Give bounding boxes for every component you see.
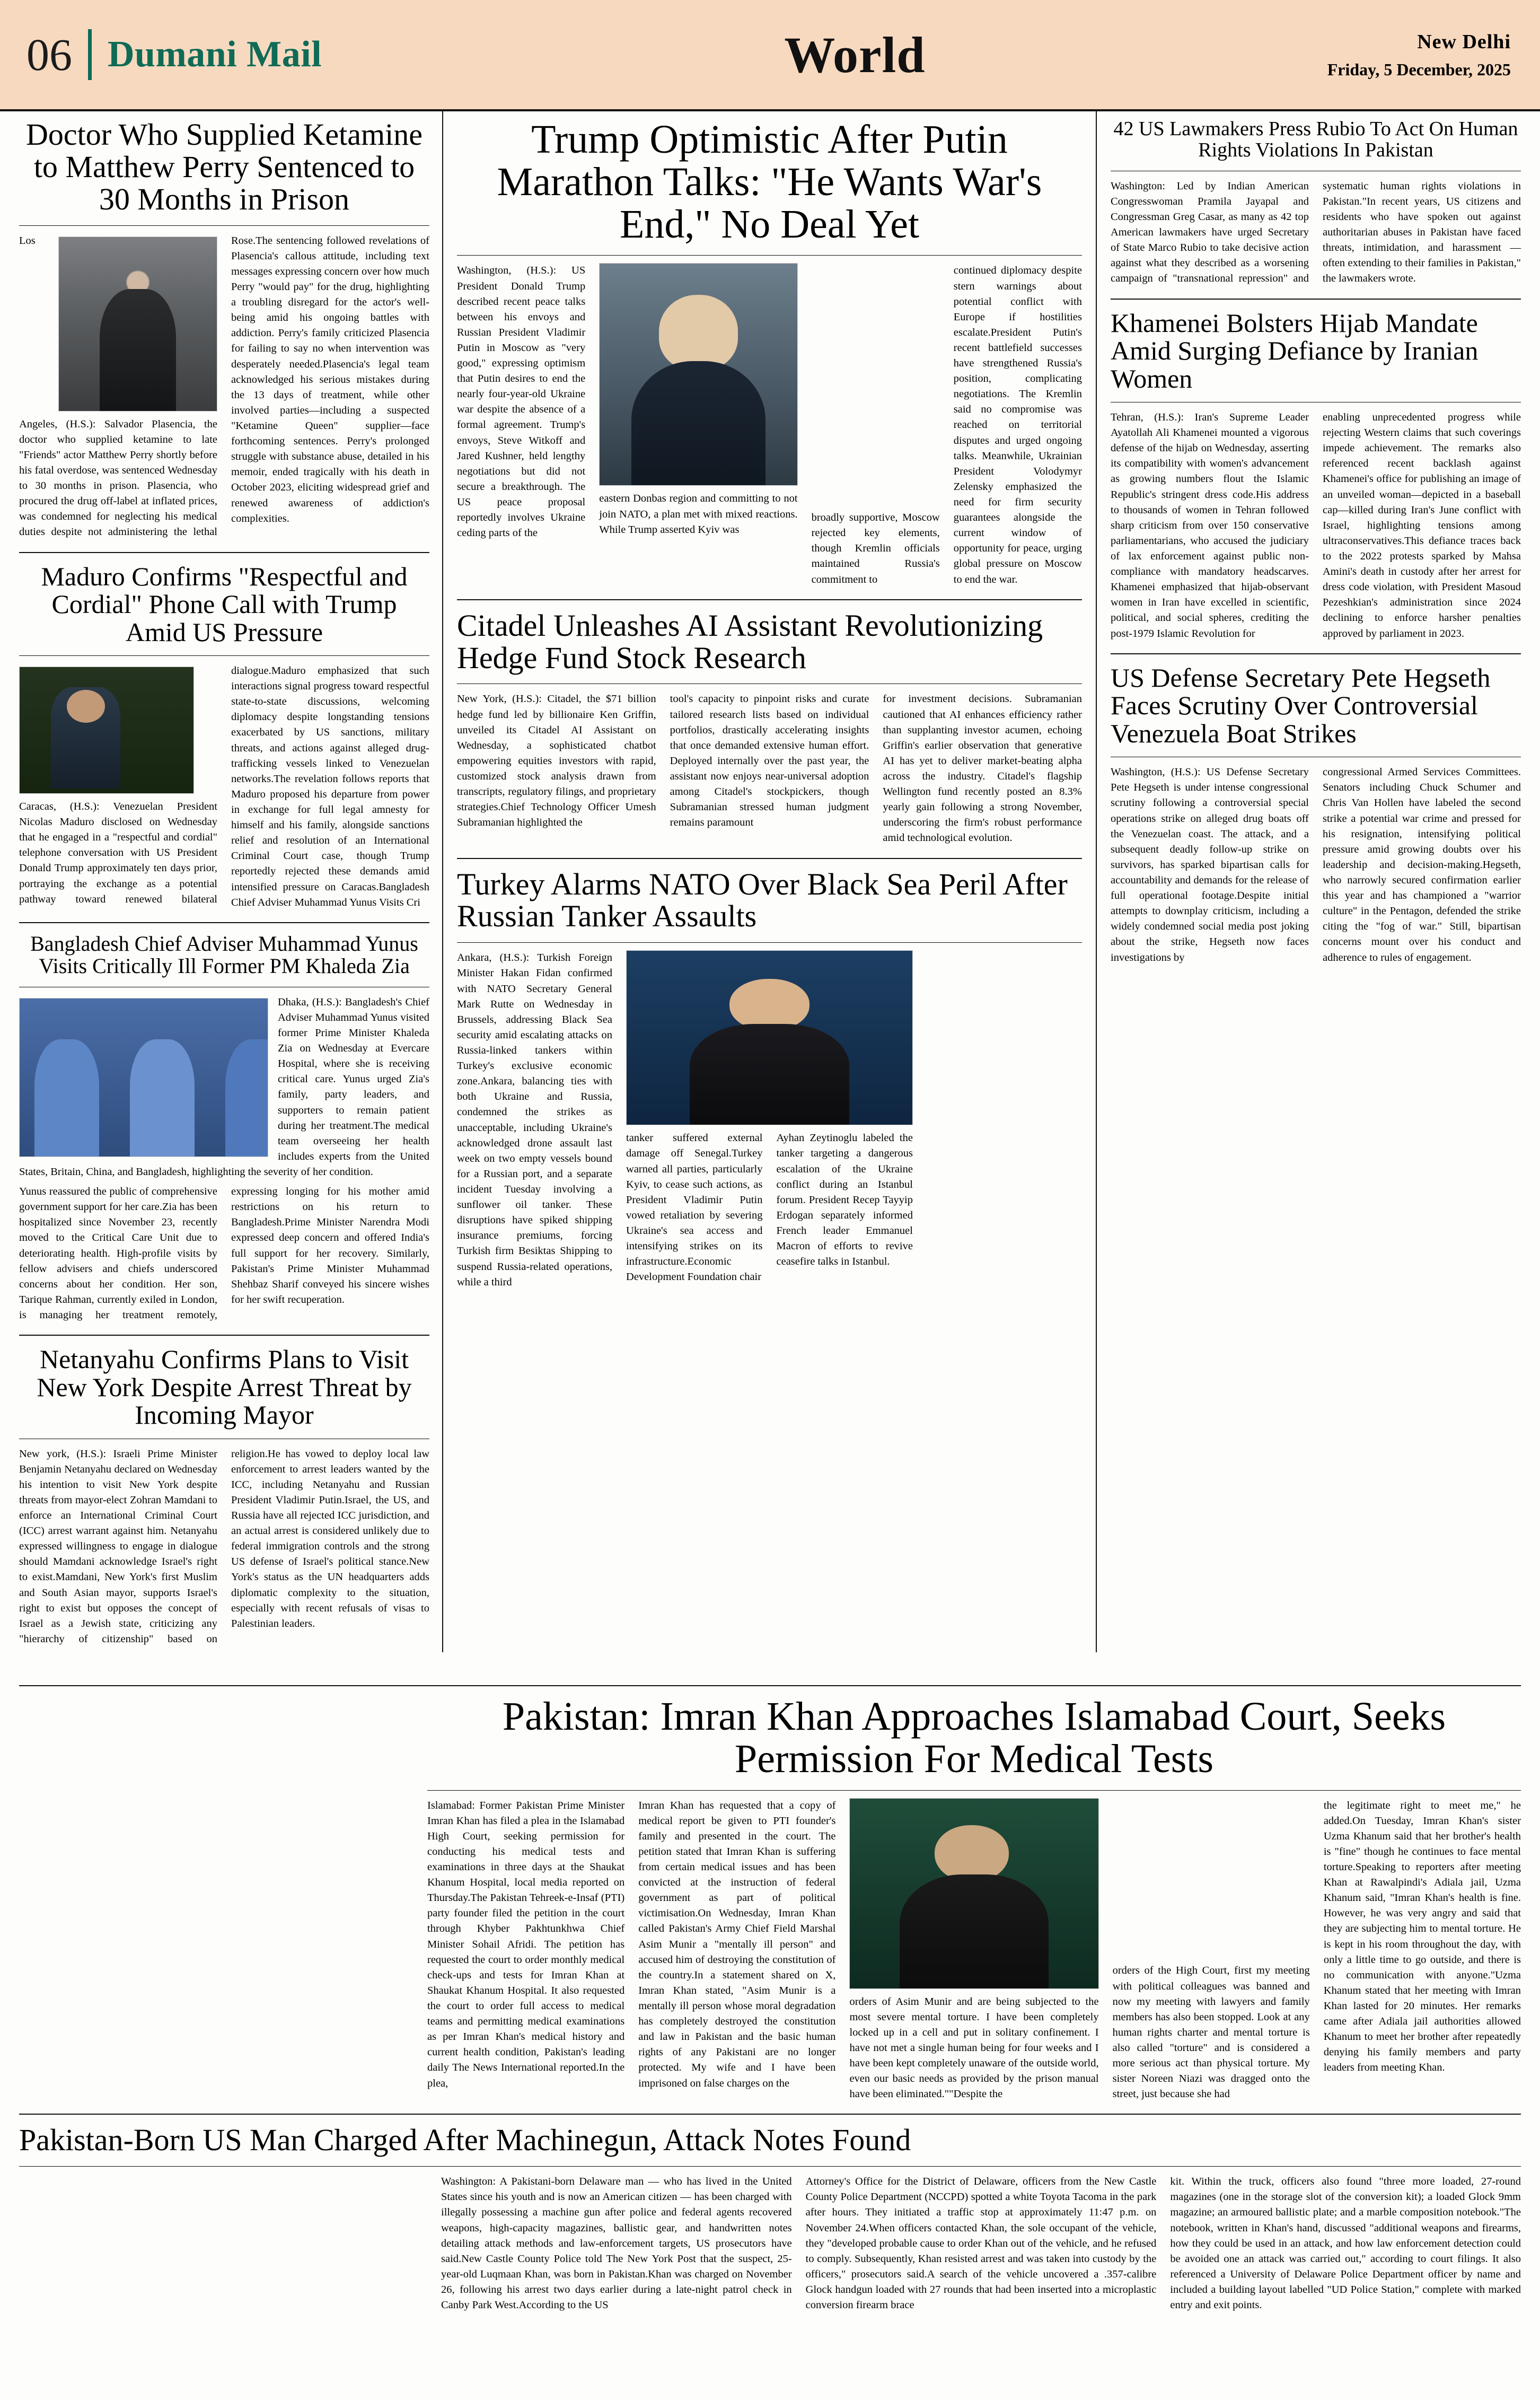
body-hegseth: Washington, (H.S.): US Defense Secretary Pete Hegseth is under intense congressional scrutiny following a controversial special operations strike on alleged drug boats off the Venezuelan coast. The attack, and a subsequent deadly follow-up strike on survivors, has sparked bipartisan calls for accountability and demands for the release of full operational footage.Despite initial attempts to downplay criticism, including a widely condemned social media post joking about the strike, Hegseth now faces investigations by congressional Armed Services Committees. Senators including Chuck Schumer and Chris Van Hollen have labeled the second strike a potential war crime and pressed for his resignation, intensifying political pressure amid growing doubts over his leadership and decision-making.Hegseth, who narrowly secured confirmation earlier this year and has championed a "warrior culture" in the Pentagon, defended the strike citing the "fog of war." Still, bipartisan concerns mount over his conduct and adherence to rules of engagement. [1111,766,1521,963]
body-machinegun: Washington: A Pakistani-born Delaware man — who has lived in the United States since his youth and is now an American citizen — has been charged with illegally possessing a machine gun after police and federal agents recovered weapons, high-capacity magazines, ballistic gear, and handwritten notes detailing attack methods and law-enforcement targets, US prosecutors have said.New Castle County Police told The New York Post that the suspect, 25-year-old Luqmaan Khan, was born in Pakistan.Khan was charged on November 26, following his arrest two days earlier during a late-night patrol check in Canby Park West.According to the US Attorney's Office for the District of Delaware, officers from the New Castle County Police Department (NCCPD) spotted a white Toyota Tacoma in the park after hours. They initiated a traffic stop at approximately 11:47 p.m. on November 24.When officers contacted Khan, the sole occupant of the vehicle, they "developed probable cause to order Khan out of the vehicle, and he refused to comply. Subsequently, Khan resisted arrest and was taken into custody by the officers," prosecutors said.A search of the vehicle uncovered a .357-calibre Glock handgun loaded with 27 rounds that had been inserted into a microplastic conversion firearm brace kit. Within the truck, officers also found "three more loaded, 27-round magazines (one in the storage slot of the conversion kit); a loaded Glock 9mm magazine; an armoured ballistic plate; and a marble composition notebook."The notebook, written in Khan's hand, discussed "additional weapons and firearms, how they could be used in an attack, and how law enforcement detection could be avoided one an attack was carried out," according to court filings. It also referenced a University of Delaware Police Department officer by name and included a building layout labelled "UD Police Station," complete with marked entry and exit points. [441,2176,1521,2311]
masthead-divider [88,29,92,80]
article-yunus [19,933,429,1323]
headline-maduro: Maduro Confirms "Respectful and Cordial" Phone Call with Trump Amid US Pressure [41,561,408,647]
trump-photo [599,263,797,486]
edition-city: New Delhi [1417,30,1511,53]
headline-yunus: Bangladesh Chief Adviser Muhammad Yunus Visits Critically Ill Former PM Khaleda Zia [30,931,418,978]
article-imran [0,1685,1540,2102]
headline-imran: Pakistan: Imran Khan Approaches Islamabad Court, Seeks Permission For Medical Tests [502,1694,1446,1781]
headline-lawmakers: 42 US Lawmakers Press Rubio To Act On Human Rights Violations In Pakistan [1113,118,1518,161]
maduro-photo [19,667,194,794]
article-hegseth [1111,664,1521,966]
body-khamenei: Tehran, (H.S.): Iran's Supreme Leader Ayatollah Ali Khamenei mounted a vigorous defense of the hijab on Wednesday, asserting its compatibility with women's advancement as growing numbers flout the Islamic Republic's stringent dress code.His address to thousands of women in Tehran followed sharp criticism from over 150 conservative parliamentarians, who accused the judiciary of lax enforcement against public non-compliance with mandatory headscarves. Khamenei emphasized that hijab-observant women in Iran have excelled in scientific, political, and social spheres, crediting the post-1979 Islamic Revolution for enabling unprecedented progress while rejecting Western claims that such coverings impede achievement. The remarks also referenced recent backlash against Khamenei's office for publishing an image of an unveiled woman—depicted in a baseball cap—killed during Iran's June conflict with Israel, highlighting tensions among ultraconservatives.This defiance traces back to the 2022 protests sparked by Mahsa Amini's death in custody after her arrest for dress code violation, with President Masoud Pezeshkian's administration since 2024 declining to enforce harsher penalties approved by parliament in 2023. [1111,411,1521,639]
body-citadel: New York, (H.S.): Citadel, the $71 billion hedge fund led by billionaire Ken Griffin, unveiled its Citadel AI Assistant on Wednesday, a sophisticated chatbot empowering equities investors with rapid, customized stock analysis drawn from transcripts, regulatory filings, and proprietary strategies.Chief Technology Officer Umesh Subramanian highlighted the tool's capacity to pinpoint risks and curate tailored research lists based on individual portfolios, drastically accelerating insights that once demanded extensive human effort. Deployed internally over the past year, the assistant now enjoys near-universal adoption among Citadel's stockpickers, though Subramanian stressed human judgment remains paramount for investment decisions. Subramanian cautioned that AI enhances efficiency rather than supplanting investor acumen, echoing Griffin's earlier observation that generative AI has yet to deliver market-beating alpha across the industry. Citadel's flagship Wellington fund recently posted an 8.3% yearly gain following a strong November, underscoring the firm's robust performance amid technological evolution. [457,693,1083,844]
body-trump-putin: Washington, (H.S.): US President Donald Trump described recent peace talks between his envoys and Russian President Vladimir Putin in Moscow as "very good," expressing optimism that Putin desires to end the nearly four-year-old Ukraine war despite the absence of a formal agreement. Trump's envoys, Steve Witkoff and Jared Kushner, held lengthy negotiations but did not secure a breakthrough. The US peace proposal reportedly involves Ukraine ceding parts of the eastern Donbas region and committing to not join NATO, a plan met with mixed reactions. While Trump asserted Kyiv was broadly supportive, Moscow rejected key elements, though Kremlin officials maintained Russia's commitment to continued diplomacy despite stern warnings about potential conflict with Europe if hostilities escalate.President Putin's recent battlefield successes have strengthened Russia's position, complicating negotiations. The Kremlin said no compromise was reached on territorial disputes and urged ongoing talks. Meanwhile, Ukrainian President Volodymyr Zelensky emphasized the need for firm security guarantees alongside the current window of opportunity for peace, urging global pressure on Moscow to end the war. [457,263,1082,587]
masthead [0,0,1540,111]
article-citadel [457,610,1082,846]
article-machinegun [0,2114,1540,2313]
edition-date: Friday, 5 December, 2025 [1327,59,1511,79]
body-turkey: Ankara, (H.S.): Turkish Foreign Minister Hakan Fidan confirmed with NATO Secretary General Mark Rutte on Wednesday in Brussels, addressing Black Sea security amid escalating attacks on Russia-linked tankers within Turkey's exclusive economic zone.Ankara, balancing ties with both Ukraine and Russia, condemned the strikes as unacceptable, including Ukraine's acknowledged drone assault last week on two empty vessels bound for a Russian port, and a separate incident Tuesday involving a sunflower oil tanker. These disruptions have spiked shipping insurance premiums, forcing Turkish firm Besiktas Shipping to suspend Russia-related operations, while a third tanker suffered external damage off Senegal.Turkey warned all parties, particularly Kyiv, to cease such actions, as President Vladimir Putin vowed retaliation by severing Ukraine's sea access and intensifying strikes on its infrastructure.Economic Development Foundation chair Ayhan Zeytinoglu labeled the tanker targeting a dangerous escalation of the Ukraine conflict during an Istanbul forum. President Recep Tayyip Erdogan separately informed French leader Emmanuel Macron of efforts to revive ceasefire talks in Istanbul. [457,950,1082,1290]
masthead-right [1243,0,1540,109]
article-khamenei [1111,309,1521,642]
article-turkey [457,866,1082,1290]
imran-khan-photo [849,1798,1098,1989]
right-column [1097,111,1521,1652]
section-title: World [784,26,926,83]
article-perry [19,119,429,540]
body-imran: Islamabad: Former Pakistan Prime Minister Imran Khan has filed a plea in the Islamabad High Court, seeking permission for conducting his medical tests and examinations in three days at the Shaukat Khanum Hospital, local media reported on Thursday.The Pakistan Tehreek-e-Insaf (PTI) party founder filed the petition in the court through Khyber Pakhtunkhwa Chief Minister Sohail Afridi. The petition has requested the court to order monthly medical check-ups and tests for Imran Khan at Shaukat Khanum Hospital. It also requested the court to order full access to medical teams and permitting medical examinations as per Imran Khan's medical history and current health condition, Pakistan's leading daily The News International reported.In the plea, Imran Khan has requested that a copy of medical report be given to PTI founder's family and presented in the court. The petition stated that Imran Khan is suffering from certain medical issues and has been convicted at the instruction of federal government as part of political victimisation.On Wednesday, Imran Khan called Pakistan's Army Chief Field Marshal Asim Munir a "mentally ill person" and accused him of destroying the constitution of the country.In a statement shared on X, Imran Khan stated, "Asim Munir is a mentally ill person whose moral degradation has completely destroyed the constitution and law in Pakistan and the basic human rights of any Pakistani are no longer protected. My wife and I have been imprisoned on false charges on the orders of Asim Munir and are being subjected to the most severe mental torture. I have been completely locked up in a cell and put in solitary confinement. I have not met a single human being for four weeks and I have been kept completely unaware of the outside world, even our basic needs as provided by the prison manual have been eliminated.""Despite the orders of the High Court, first my meeting with political colleagues was banned and now my meeting with lawyers and family members has also been stopped. Look at any human rights charter and mental torture is also called "torture" and is considered a more serious act than physical torture. My sister Noreen Niazi was dragged onto the street, just because she had the legitimate right to meet me," he added.On Tuesday, Imran Khan's sister Uzma Khanum said that her brother's health is "fine" though he continues to face mental torture.Speaking to reporters after meeting Khan at Rawalpindi's Adiala jail, Uzma Khanum said, "Imran Khan's health is fine. However, he was very angry and said that they are subjecting him to mental torture. He is kept in his room throughout the day, with only a little time to go outside, and there is no communication with anyone."Uzma Khanum stated that her meeting with Imran Khan lasted for 20 minutes. Her remarks came after Adiala jail authorities allowed Khanum to meet her brother after repeatedly denying his family members and party leaders from meeting Khan. [427,1798,1521,2102]
article-maduro [19,563,429,910]
body-yunus: Yunus reassured the public of comprehensive government support for her care.Zia has been hospitalized since November 23, recently moved to the Critical Care Unit due to deteriorating health. High-profile visits by fellow advisers and chiefs underscored concerns about her condition. Her son, Tarique Rahman, currently exiled in London, is managing her treatment remotely, expressing longing for his mother amid restrictions on his return to Bangladesh.Prime Minister Narendra Modi expressed deep concern and offered India's full support for her recovery. Similarly, Pakistan's Prime Minister Muhammad Shehbaz Sharif conveyed his sincere wishes for her swift recuperation. [19,1186,429,1321]
middle-column [443,111,1097,1652]
yunus-hospital-photo [19,998,268,1157]
headline-hegseth: US Defense Secretary Pete Hegseth Faces Scrutiny Over Controversial Venezuela Boat Strikes [1111,662,1491,748]
masthead-center [467,0,1243,109]
doctor-sentenced-photo [58,236,217,411]
headline-trump-putin: Trump Optimistic After Putin Marathon Talks: "He Wants War's End," No Deal Yet [497,117,1042,247]
article-netanyahu [19,1345,429,1647]
headline-turkey: Turkey Alarms NATO Over Black Sea Peril After Russian Tanker Assaults [457,866,1068,934]
main-content [0,111,1540,1673]
turkish-foreign-minister-photo [626,950,913,1125]
masthead-left [0,0,467,109]
headline-perry: Doctor Who Supplied Ketamine to Matthew Perry Sentenced to 30 Months in Prison [26,117,423,216]
headline-machinegun: Pakistan-Born US Man Charged After Machinegun, Attack Notes Found [19,2123,911,2158]
body-yunus-lead: Dhaka, (H.S.): Bangladesh's Chief Adviser Muhammad Yunus visited former Prime Minister Khaleda Zia on Wednesday at Evercare Hospital, where she is receiving critical care. Yunus urged Zia's family, party leaders, and supporters to remain patient during her treatment.The medical team overseeing her health includes experts from the United States, Britain, China, and Bangladesh, highlighting the severity of her condition. [19,996,429,1178]
headline-citadel: Citadel Unleashes AI Assistant Revolutionizing Hedge Fund Stock Research [457,608,1043,675]
body-netanyahu: New york, (H.S.): Israeli Prime Minister Benjamin Netanyahu declared on Wednesday his intention to visit New York despite threats from mayor-elect Zohran Mamdani to enforce an International Criminal Court (ICC) arrest warrant against him. Netanyahu expressed willingness to engage in dialogue should Mamdani acknowledge Israel's right to exist.Mamdani, New York's first Muslim and South Asian mayor, supports Israel's right to exist but opposes the concept of Israel as a Jewish state, criticizing any "hierarchy of citizenship" based on religion.He has vowed to deploy local law enforcement to arrest leaders wanted by the ICC, including Netanyahu and Russian President Vladimir Putin.Israel, the US, and Russia have all rejected ICC jurisdiction, and an actual arrest is considered unlikely due to federal immigration controls and the strong US defense of Israel's political stance.New York's status as the UN headquarters adds diplomatic complexity to the situation, especially with recent refusals of visas to Palestinian leaders. [19,1448,429,1645]
page-number: 06 [27,29,72,80]
article-trump-putin [457,119,1082,588]
body-maduro: Caracas, (H.S.): Venezuelan President Nicolas Maduro disclosed on Wednesday that he engaged in a "respectful and cordial" telephone conversation with US President Donald Trump approximately ten days prior, portraying the exchange as a potential pathway toward renewed bilateral dialogue.Maduro emphasized that such interactions signal progress toward respectful state-to-state discussions, welcoming diplomacy despite longstanding tensions exacerbated by US sanctions, military threats, and actions against alleged drug-trafficking vessels linked to Venezuelan networks.The revelation follows reports that Maduro proposed his departure from power in exchange for full legal amnesty for himself and his family, alongside sanctions relief and resolution of an International Criminal Court case, though Trump reportedly rejected these demands amid intensified pressure on Caracas.Bangladesh Chief Adviser Muhammad Yunus Visits Cri [19,665,429,908]
article-lawmakers [1111,119,1521,287]
body-lawmakers: Washington: Led by Indian American Congresswoman Pramila Jayapal and Congressman Greg Casar, as many as 42 top American lawmakers have urged Secretary of State Marco Rubio to take decisive action against what they described as a worsening campaign of "transnational repression" and systematic human rights violations in Pakistan."In recent years, US citizens and residents who have spoken out against authoritarian abuses in Pakistan have faced threats, intimidation, and harassment — often extending to their families in Pakistan," the lawmakers wrote. [1111,180,1521,285]
body-perry: Los Angeles, (H.S.): Salvador Plasencia, the doctor who supplied ketamine to late "Friends" actor Matthew Perry shortly before his fatal overdose, was sentenced Wednesday to 30 months in prison. Plasencia, who procured the drug off-label at inflated prices, was condemned for neglecting his medical duties despite not administering the lethal Rose.The sentencing followed revelations of Plasencia's callous attitude, including text messages expressing concern over how much Perry "would pay" for the drug, highlighting a troubling disregard for the actor's well-being amid his ongoing battles with addiction. Perry's family criticized Plasencia for failing to say no when intervention was desperately needed.Plasencia's legal team acknowledged his serious mistakes during the 13 days of treatment, while other involved parties—including a suspected "Ketamine Queen" supplier—face forthcoming sentences. Perry's prolonged struggle with substance abuse, detailed in his memoir, ended tragically with his death in October 2023, eliciting widespread grief and renewed awareness of addiction's complexities. [19,234,429,538]
newspaper-brand: Dumani Mail [108,34,322,75]
left-column [19,111,443,1652]
headline-khamenei: Khamenei Bolsters Hijab Mandate Amid Surging Defiance by Iranian Women [1111,308,1479,393]
headline-netanyahu: Netanyahu Confirms Plans to Visit New York Despite Arrest Threat by Incoming Mayor [37,1344,412,1430]
